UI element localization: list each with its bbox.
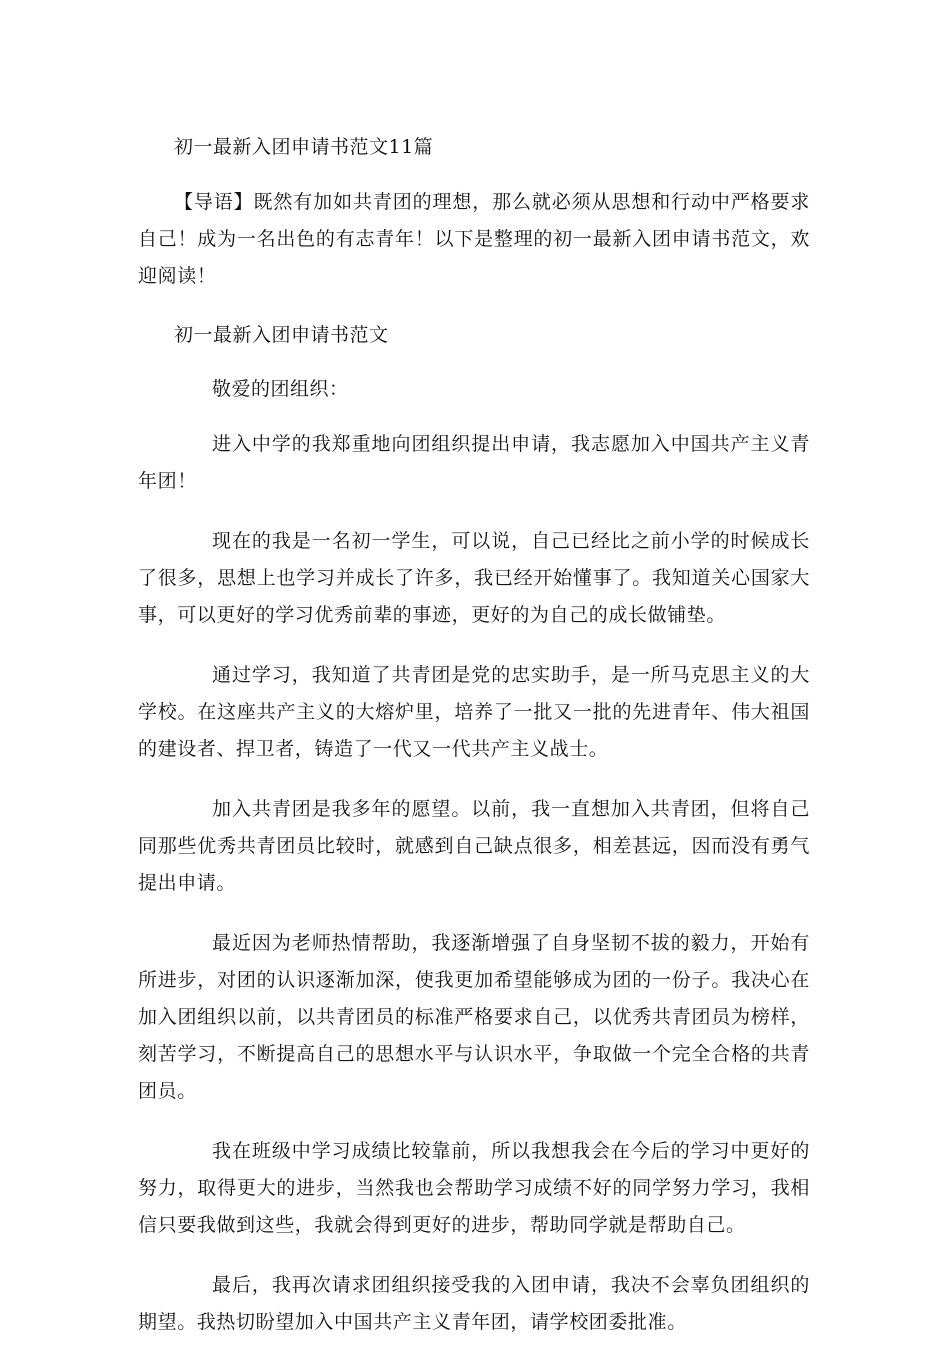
body-paragraph-6: 我在班级中学习成绩比较靠前，所以我想我会在今后的学习中更好的努力，取得更大的进步，当然我也会帮助学习成绩不好的同学努力学习，我相信只要我做到这些，我就会得到更好的进步，帮助同学就是帮助自己。 bbox=[138, 1140, 810, 1236]
body-paragraph-1: 进入中学的我郑重地向团组织提出申请，我志愿加入中国共产主义青年团！ bbox=[138, 433, 810, 492]
body-paragraph-3: 通过学习，我知道了共青团是党的忠实助手，是一所马克思主义的大学校。在这座共产主义的大熔炉里，培养了一批又一批的先进青年、伟大祖国的建设者、捍卫者，铸造了一代又一代共产主义战士。 bbox=[138, 664, 810, 760]
salutation: 敬爱的团组织： bbox=[212, 378, 349, 400]
document-title: 初一最新入团申请书范文11篇 bbox=[174, 136, 434, 158]
body-paragraph-7: 最后，我再次请求团组织接受我的入团申请，我决不会辜负团组织的期望。我热切盼望加入中国共产主义青年团，请学校团委批准。 bbox=[138, 1274, 810, 1333]
body-paragraph-4: 加入共青团是我多年的愿望。以前，我一直想加入共青团，但将自己同那些优秀共青团员比较时，就感到自己缺点很多，相差甚远，因而没有勇气提出申请。 bbox=[138, 798, 810, 894]
section-title: 初一最新入团申请书范文 bbox=[174, 324, 389, 346]
intro-paragraph: 【导语】既然有加如共青团的理想，那么就必须从思想和行动中严格要求自己！成为一名出色的有志青年！以下是整理的初一最新入团申请书范文，欢迎阅读！ bbox=[138, 191, 810, 287]
document-body bbox=[138, 130, 810, 1364]
body-paragraph-2: 现在的我是一名初一学生，可以说，自己已经比之前小学的时候成长了很多，思想上也学习并成长了许多，我已经开始懂事了。我知道关心国家大事，可以更好的学习优秀前辈的事迹，更好的为自己的成长做铺垫。 bbox=[138, 530, 810, 626]
body-paragraph-5: 最近因为老师热情帮助，我逐渐增强了自身坚韧不拔的毅力，开始有所进步，对团的认识逐渐加深，使我更加希望能够成为团的一份子。我决心在加入团组织以前，以共青团员的标准严格要求自己，以优秀共青团员为榜样，刻苦学习，不断提高自己的思想水平与认识水平，争取做一个完全合格的共青团员。 bbox=[138, 932, 810, 1102]
